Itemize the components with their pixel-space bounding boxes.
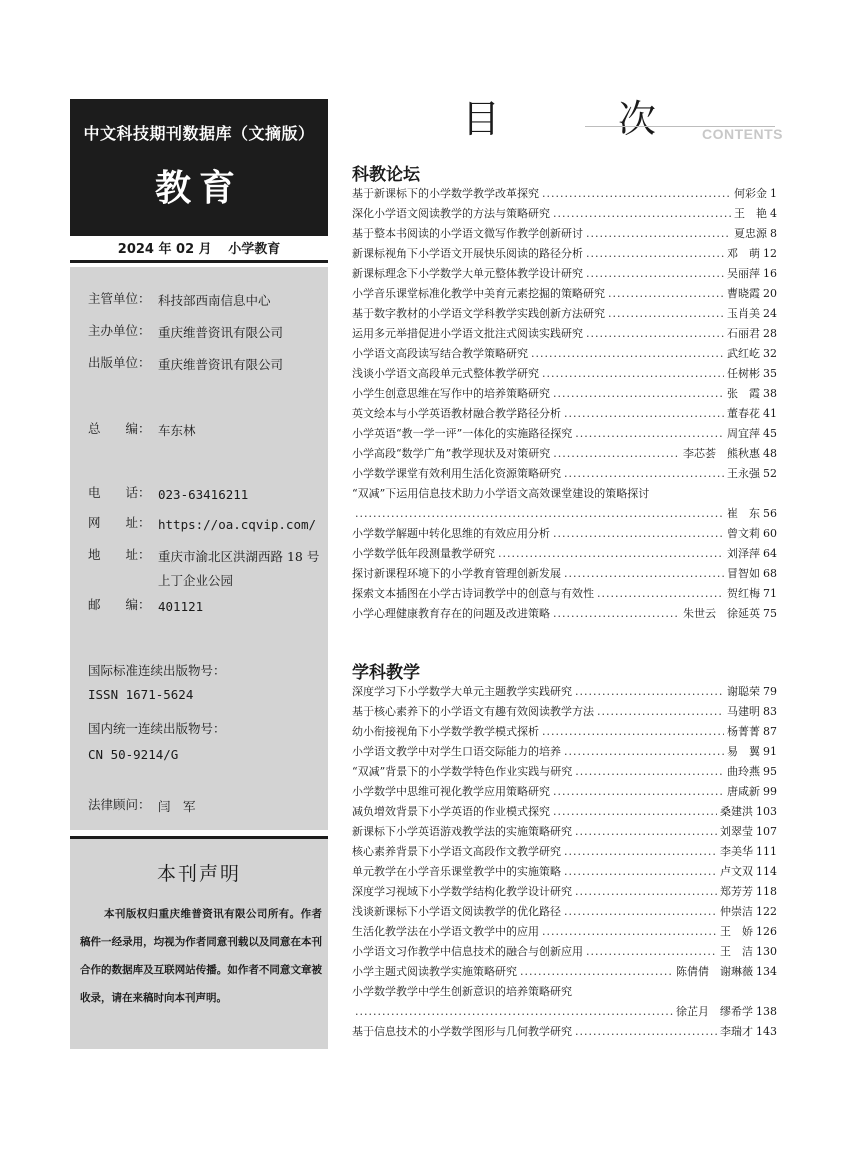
toc-entry[interactable] [352, 682, 777, 702]
leader-dots [553, 444, 680, 464]
toc-entry[interactable] [352, 882, 777, 902]
article-title: 深度学习下小学数学大单元主题教学实践研究 [352, 685, 572, 698]
issn-value: ISSN 1671-5624 [88, 687, 194, 702]
article-author: 贺红梅 [727, 587, 760, 600]
article-author: 曲玲燕 [727, 765, 760, 778]
page-number: 20 [763, 287, 777, 300]
article-author: 马建明 [727, 705, 760, 718]
leader-dots [542, 922, 717, 942]
article-title: 新课标视角下小学语文开展快乐阅读的路径分析 [352, 247, 583, 260]
leader-dots [586, 324, 724, 344]
article-title: 核心素养背景下小学语文高段作文教学研究 [352, 845, 561, 858]
contents-label: CONTENTS [702, 126, 783, 142]
leader-dots [586, 224, 731, 244]
leader-dots [355, 1002, 673, 1022]
article-title: 小学数学教学中学生创新意识的培养策略研究 [352, 985, 572, 998]
article-title: 小学生创意思维在写作中的培养策略研究 [352, 387, 550, 400]
toc-list [352, 682, 777, 1042]
declaration-text: 本刊版权归重庆维普资讯有限公司所有。作者稿件一经录用，均视为作者同意刊载以及同意在本刊合作的数据库及互联网站传播。如作者不同意文章被收录，请在来稿时向本刊声明。 [80, 908, 322, 1004]
page-number: 114 [756, 865, 777, 878]
leader-dots [608, 304, 724, 324]
toc-entry[interactable] [352, 842, 777, 862]
page-number: 24 [763, 307, 777, 320]
page-number: 60 [763, 527, 777, 540]
toc-entry[interactable] [352, 424, 777, 444]
article-author: 李美华 [720, 845, 753, 858]
issue-line [70, 236, 328, 263]
leader-dots [564, 742, 724, 762]
toc-entry[interactable] [352, 942, 777, 962]
leader-dots [553, 802, 717, 822]
leader-dots [608, 284, 724, 304]
article-author: 石丽君 [727, 327, 760, 340]
page-number: 87 [763, 725, 777, 738]
page-number: 79 [763, 685, 777, 698]
toc-section [352, 658, 777, 1042]
article-author: 唐咸新 [727, 785, 760, 798]
article-author: 刘翠莹 [720, 825, 753, 838]
leader-dots [531, 344, 724, 364]
article-title: 基于新课标下的小学数学教学改革探究 [352, 187, 539, 200]
toc-entry[interactable] [352, 584, 777, 604]
leader-dots [597, 584, 724, 604]
toc-entry[interactable] [352, 802, 777, 822]
page-number: 64 [763, 547, 777, 560]
article-title: 小学数学中思维可视化教学应用策略研究 [352, 785, 550, 798]
article-title: 基于整本书阅读的小学语文微写作教学创新研讨 [352, 227, 583, 240]
toc-entry[interactable] [352, 722, 777, 742]
article-title: 英文绘本与小学英语教材融合教学路径分析 [352, 407, 561, 420]
toc-entry[interactable] [352, 224, 777, 244]
article-author: 夏忠源 [734, 227, 767, 240]
article-author: 易 翼 [727, 745, 760, 758]
article-title: 幼小衔接视角下小学数学教学模式探析 [352, 725, 539, 738]
article-author: 卢文双 [720, 865, 753, 878]
info-row: 总 编： 车东林 [88, 421, 196, 438]
leader-dots [498, 544, 724, 564]
article-title: 单元教学在小学音乐课堂教学中的实施策略 [352, 865, 561, 878]
toc-entry[interactable] [352, 762, 777, 782]
toc-entry[interactable] [352, 862, 777, 882]
info-row: 网 址： https://oa.cqvip.com/ [88, 513, 323, 537]
leader-dots [575, 882, 717, 902]
article-author: 董春花 [727, 407, 760, 420]
article-title: 基于核心素养下的小学语文有趣有效阅读教学方法 [352, 705, 594, 718]
article-title: 探讨新课程环境下的小学教育管理创新发展 [352, 567, 561, 580]
article-author: 吴丽萍 [727, 267, 760, 280]
page-number: 118 [756, 885, 777, 898]
toc-entry[interactable] [352, 344, 777, 364]
article-title: 基于信息技术的小学数学图形与几何教学研究 [352, 1025, 572, 1038]
leader-dots [564, 842, 717, 862]
article-title: 减负增效背景下小学英语的作业模式探究 [352, 805, 550, 818]
page-number: 126 [756, 925, 777, 938]
toc-entry[interactable] [352, 264, 777, 284]
article-title: 新课标理念下小学数学大单元整体教学设计研究 [352, 267, 583, 280]
article-author: 李芯荟 熊秋惠 [683, 447, 760, 460]
issue-category: 小学教育 [228, 242, 281, 257]
article-title: 小学语文高段读写结合教学策略研究 [352, 347, 528, 360]
article-author: 谢聪荣 [727, 685, 760, 698]
toc-entry[interactable] [352, 822, 777, 842]
toc-entry[interactable] [352, 304, 777, 324]
toc-entry[interactable] [352, 244, 777, 264]
page-number: 8 [770, 227, 777, 240]
toc-entry[interactable] [352, 902, 777, 922]
issue-date: 2024 年 02 月 [117, 242, 212, 257]
article-author: 张 霞 [727, 387, 760, 400]
page-number: 45 [763, 427, 777, 440]
page-number: 71 [763, 587, 777, 600]
leader-dots [564, 862, 717, 882]
article-author: 徐芷月 缪希学 [676, 1005, 753, 1018]
article-title: “双减”背景下的小学数学特色作业实践与研究 [352, 765, 573, 778]
article-title: 生活化教学法在小学语文教学中的应用 [352, 925, 539, 938]
page-number: 143 [756, 1025, 777, 1038]
toc-entry[interactable] [352, 702, 777, 722]
toc-entry[interactable] [352, 484, 777, 524]
toc-header [440, 88, 783, 148]
publisher-info [70, 267, 328, 830]
leader-dots [553, 782, 724, 802]
page-number: 38 [763, 387, 777, 400]
leader-dots [564, 902, 717, 922]
article-author: 曾文莉 [727, 527, 760, 540]
article-title: 小学数学低年段测量教学研究 [352, 547, 495, 560]
leader-dots [553, 604, 680, 624]
page-number: 32 [763, 347, 777, 360]
page-number: 138 [756, 1005, 777, 1018]
page-number: 12 [763, 247, 777, 260]
page-number: 111 [756, 845, 777, 858]
leader-dots [542, 364, 724, 384]
leader-dots [575, 762, 724, 782]
article-author: 王永强 [727, 467, 760, 480]
article-author: 刘泽萍 [727, 547, 760, 560]
toc-entry[interactable] [352, 544, 777, 564]
leader-dots [542, 184, 731, 204]
article-author: 仲崇洁 [720, 905, 753, 918]
toc-entry[interactable] [352, 324, 777, 344]
toc-entry[interactable] [352, 284, 777, 304]
article-author: 王 洁 [720, 945, 753, 958]
toc-entry[interactable] [352, 524, 777, 544]
article-author: 桑建洪 [720, 805, 753, 818]
article-author: 冒智如 [727, 567, 760, 580]
article-author: 杨菁菁 [727, 725, 760, 738]
article-title: 小学数学课堂有效利用生活化资源策略研究 [352, 467, 561, 480]
declaration-title: 本刊声明 [156, 863, 241, 885]
website-link[interactable]: https://oa.cqvip.com/ [158, 517, 317, 532]
issn-label: 国际标准连续出版物号： [88, 663, 226, 678]
article-author: 郑芳芳 [720, 885, 753, 898]
cn-value: CN 50-9214/G [88, 747, 179, 762]
leader-dots [597, 702, 724, 722]
article-author: 朱世云 徐延英 [683, 607, 760, 620]
masthead-box [70, 99, 328, 236]
article-title: “双减”下运用信息技术助力小学语文高效课堂建设的策略探讨 [352, 487, 650, 500]
toc-entry[interactable] [352, 384, 777, 404]
declaration-box [70, 836, 328, 1049]
info-row: 出版单位： 重庆维普资讯有限公司 [88, 355, 284, 372]
toc-entry[interactable] [352, 564, 777, 584]
article-title: 浅谈小学语文高段单元式整体教学研究 [352, 367, 539, 380]
article-author: 周宜萍 [727, 427, 760, 440]
page-number: 91 [763, 745, 777, 758]
article-author: 王 娇 [720, 925, 753, 938]
leader-dots [575, 424, 724, 444]
leader-dots [564, 404, 724, 424]
leader-dots [553, 384, 724, 404]
legal-row: 法律顾问： 闫 军 [88, 797, 196, 814]
article-title: 深化小学语文阅读教学的方法与策略研究 [352, 207, 550, 220]
leader-dots [553, 204, 731, 224]
article-author: 李瑞才 [720, 1025, 753, 1038]
article-author: 任树彬 [727, 367, 760, 380]
page-number: 16 [763, 267, 777, 280]
leader-dots [564, 464, 724, 484]
article-title: 小学高段“数学广角”教学现状及对策研究 [352, 447, 551, 460]
leader-dots [564, 564, 724, 584]
leader-dots [586, 942, 717, 962]
leader-dots [355, 504, 724, 524]
article-title: 小学心理健康教育存在的问题及改进策略 [352, 607, 550, 620]
masthead-column [70, 99, 328, 1049]
article-author: 武红屹 [727, 347, 760, 360]
page-number: 103 [756, 805, 777, 818]
info-row: 邮 编： 401121 [88, 597, 204, 614]
section-title: 学科教学 [352, 663, 420, 683]
page-number: 75 [763, 607, 777, 620]
leader-dots [553, 524, 724, 544]
article-title: 小学数学解题中转化思维的有效应用分析 [352, 527, 550, 540]
toc-entry[interactable] [352, 464, 777, 484]
page-number: 134 [756, 965, 777, 978]
page-number: 52 [763, 467, 777, 480]
section-title: 科教论坛 [352, 165, 420, 185]
info-row: 主管单位： 科技部西南信息中心 [88, 291, 271, 308]
article-title: 基于数字教材的小学语文学科教学实践创新方法研究 [352, 307, 605, 320]
toc-entry[interactable] [352, 782, 777, 802]
article-author: 陈倩倩 谢琳薇 [676, 965, 753, 978]
toc-entry[interactable] [352, 982, 777, 1022]
page-number: 35 [763, 367, 777, 380]
page-number: 68 [763, 567, 777, 580]
toc-entry[interactable] [352, 962, 777, 982]
article-title: 小学主题式阅读教学实施策略研究 [352, 965, 517, 978]
cn-label: 国内统一连续出版物号： [88, 721, 226, 736]
article-title: 小学语文教学中对学生口语交际能力的培养 [352, 745, 561, 758]
info-row: 主办单位： 重庆维普资讯有限公司 [88, 323, 284, 340]
page-number: 41 [763, 407, 777, 420]
leader-dots [520, 962, 673, 982]
info-row: 电 话： 023-63416211 [88, 485, 249, 502]
article-title: 运用多元举措促进小学语文批注式阅读实践研究 [352, 327, 583, 340]
toc-entry[interactable] [352, 184, 777, 204]
article-author: 何彩金 [734, 187, 767, 200]
info-row: 地 址： 重庆市渝北区洪湖西路 18 号上丁企业公园 [88, 547, 320, 588]
toc-entry[interactable] [352, 204, 777, 224]
article-author: 玉肖美 [727, 307, 760, 320]
article-author: 王 艳 [734, 207, 767, 220]
article-author: 邓 萌 [727, 247, 760, 260]
leader-dots [575, 822, 717, 842]
page-number: 4 [770, 207, 777, 220]
page-title: 目 次 [462, 97, 697, 141]
article-author: 崔 东 [727, 507, 760, 520]
leader-dots [575, 1022, 717, 1042]
article-title: 小学语文习作教学中信息技术的融合与创新应用 [352, 945, 583, 958]
leader-dots [586, 264, 724, 284]
leader-dots [542, 722, 724, 742]
page-number: 130 [756, 945, 777, 958]
toc-entry[interactable] [352, 922, 777, 942]
page-number: 83 [763, 705, 777, 718]
page-number: 28 [763, 327, 777, 340]
article-author: 曹晓霞 [727, 287, 760, 300]
page-number: 1 [770, 187, 777, 200]
page-number: 107 [756, 825, 777, 838]
toc-entry[interactable] [352, 364, 777, 384]
database-name: 中文科技期刊数据库（文摘版） [83, 124, 315, 143]
toc-list [352, 184, 777, 624]
page-number: 95 [763, 765, 777, 778]
leader-dots [586, 244, 724, 264]
page-number: 56 [763, 507, 777, 520]
article-title: 新课标下小学英语游戏教学法的实施策略研究 [352, 825, 572, 838]
toc-entry[interactable] [352, 444, 777, 464]
leader-dots [575, 682, 724, 702]
toc-section [352, 160, 777, 624]
journal-name: 教育 [154, 168, 243, 209]
article-title: 小学英语“教一学一评”一体化的实施路径探究 [352, 427, 573, 440]
article-title: 小学音乐课堂标准化教学中美育元素挖掘的策略研究 [352, 287, 605, 300]
article-title: 浅谈新课标下小学语文阅读教学的优化路径 [352, 905, 561, 918]
article-title: 探索文本插图在小学古诗词教学中的创意与有效性 [352, 587, 594, 600]
toc-entry[interactable] [352, 604, 777, 624]
toc-entry[interactable] [352, 742, 777, 762]
page-number: 122 [756, 905, 777, 918]
article-title: 深度学习视域下小学数学结构化教学设计研究 [352, 885, 572, 898]
page-number: 48 [763, 447, 777, 460]
page-number: 99 [763, 785, 777, 798]
toc-entry[interactable] [352, 1022, 777, 1042]
toc-entry[interactable] [352, 404, 777, 424]
